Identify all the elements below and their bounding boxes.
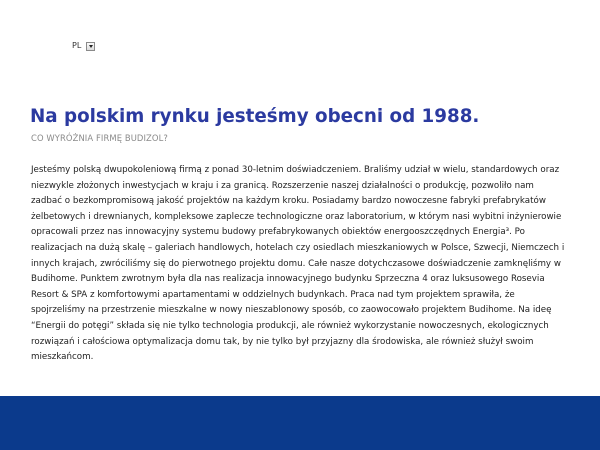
- description-line: innych krajach, zwróciliśmy się do pierwotnego projektu domu. Całe nasze dotychczasowe doświadczenie zamknęliśmy w: [31, 258, 561, 269]
- page-subtitle: CO WYRÓŻNIA FIRMĘ BUDIZOL?: [31, 133, 168, 143]
- description-line: zadbać o bezkompromisową jakość projektów na każdym kroku. Posiadamy bardzo nowoczesne fabryki prefabrykatów: [31, 196, 546, 207]
- description-line: opracowali przez nas innowacyjny systemu budowy prefabrykowanych obiektów energooszczędnych Energia³. Po: [31, 227, 525, 238]
- chevron-down-icon[interactable]: [86, 42, 95, 51]
- description-line: żelbetowych i drewnianych, kompleksowe zaplecze technologiczne oraz laboratorium, w którym nasi wybitni inżynierowie: [31, 211, 562, 222]
- description-line: mieszkańcom.: [31, 352, 94, 363]
- description-line: spojrzeliśmy na przestrzenie mieszkalne w nowy nieszablonowy sposób, co zaowocowało projektem Budihome. Na ideę: [31, 305, 552, 316]
- description-line: rozwiązań i całościowa optymalizacja domu tak, by nie tylko był przyjazny dla środowiska, ale również służył swoim: [31, 336, 534, 347]
- language-select[interactable]: [72, 40, 95, 52]
- company-description: [31, 163, 576, 366]
- description-line: Budihome. Punktem zwrotnym była dla nas realizacja innowacyjnego budynku Sprzeczna 4 oraz luksusowego Rosevia: [31, 274, 545, 285]
- page-title: Na polskim rynku jesteśmy obecni od 1988.: [30, 106, 480, 127]
- description-line: Resort & SPA z komfortowymi apartamentami w oddzielnych budynkach. Praca nad tym projektem sprawiła, że: [31, 289, 515, 300]
- description-line: niezwykle złożonych inwestycjach w kraju i za granicą. Rozszerzenie naszej działalności o produkcję, pozwoliło nam: [31, 180, 534, 191]
- description-line: “Energii do potęgi” składa się nie tylko technologia produkcji, ale również wykorzystanie nowoczesnych, ekologicznych: [31, 320, 549, 331]
- description-line: realizacjach na dużą skalę – galeriach handlowych, hotelach czy osiedlach mieszkaniowych w Polsce, Szwecji, Niemczech i: [31, 242, 565, 253]
- footer-bar: [0, 396, 600, 450]
- language-select-value: PL: [72, 41, 82, 50]
- description-line: Jesteśmy polską dwupokoleniową firmą z ponad 30-letnim doświadczeniem. Braliśmy udział w wielu, standardowych oraz: [31, 165, 560, 175]
